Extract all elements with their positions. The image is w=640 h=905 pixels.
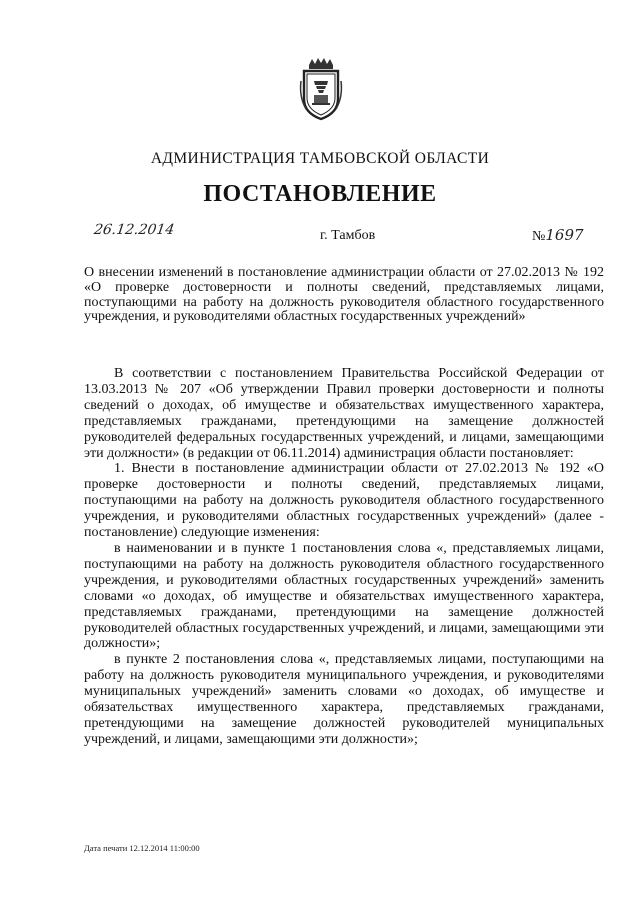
body-paragraph: в наименовании и в пункте 1 постановления слова «, представляемых лицами, поступающими на работу на должность руководителя областного государственного учреждения, и руководителями областных государственных учреждений» заменить словами «о доходах, об имуществе и обязательствах имущественного характера, представляемых гражданами, претендующими на замещение должностей руководителей областных государственных учреждений, и лицами, замещающими эти должности»; <box>84 540 604 652</box>
body-paragraph: В соответствии с постановлением Правительства Российской Федерации от 13.03.2013 № 207 «Об утверждении Правил проверки достоверности и полноты сведений о доходах, об имуществе и обязательствах имущественного характера, представляемых гражданами, претендующими на замещение должностей руководителей федеральных государственных учреждений, и лицами, замещающими эти должности» (в редакции от 06.11.2014) администрация области постановляет: <box>84 366 604 461</box>
document-title: О внесении изменений в постановление администрации области от 27.02.2013 № 192 «О проверке достоверности и полноты сведений, представляемых лицами, поступающими на работу на должность руководителя областного государственного учреждения, и руководителями областных государственных учреждений» <box>84 265 604 325</box>
coat-of-arms-emblem <box>298 57 344 121</box>
body-paragraph: в пункте 2 постановления слова «, представляемых лицами, поступающими на работу на должность руководителя муниципального учреждения, и руководителями муниципальных учреждений» заменить словами «о доходах, об имуществе и обязательствах имущественного характера, представляемых гражданами, претендующими на замещение должностей руководителей муниципальных учреждений, и лицами, замещающими эти должности»; <box>84 652 604 747</box>
document-type: ПОСТАНОВЛЕНИЕ <box>203 181 437 207</box>
handwritten-date: 26.12.2014 <box>92 222 176 238</box>
document-body <box>84 366 604 748</box>
body-paragraph: 1. Внести в постановление администрации области от 27.02.2013 № 192 «О проверке достоверности и полноты сведений, представляемых лицами, поступающими на работу на должность руководителя областного государственного учреждения, и руководителями областных государственных учреждений» (далее - постановление) следующие изменения: <box>84 461 604 541</box>
organization-name: АДМИНИСТРАЦИЯ ТАМБОВСКОЙ ОБЛАСТИ <box>150 150 490 167</box>
handwritten-number: 1697 <box>545 226 584 244</box>
city: г. Тамбов <box>320 228 376 243</box>
number-prefix: № <box>532 229 546 244</box>
document-number <box>532 226 584 245</box>
print-date: Дата печати 12.12.2014 11:00:00 <box>84 843 200 853</box>
